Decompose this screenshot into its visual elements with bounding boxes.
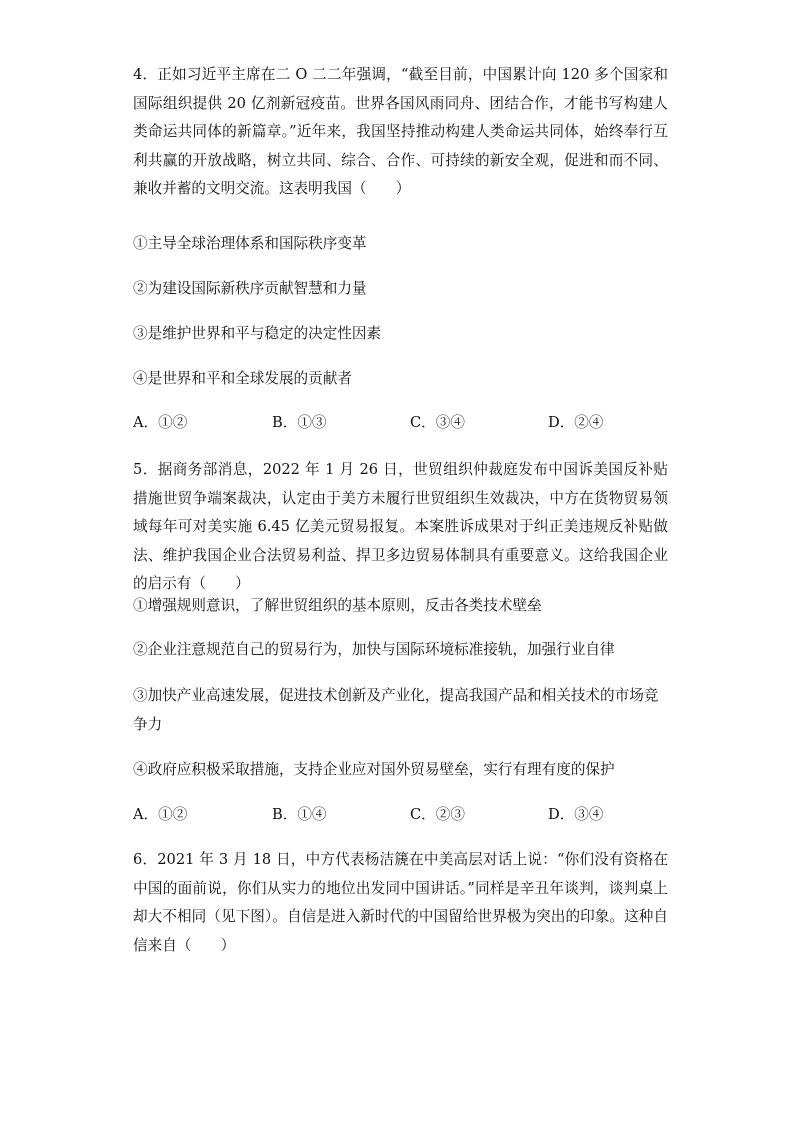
question-5-choices xyxy=(133,801,673,829)
question-4-option-3: ③是维护世界和平与稳定的决定性因素 xyxy=(133,325,382,342)
question-5-stem: 5．据商务部消息，2022 年 1 月 26 日，世贸组织仲裁庭发布中国诉美国反补贴措施世贸争端案裁决，认定由于美方未履行世贸组织生效裁决，中方在货物贸易领域每年可对美实施 6.45 亿美元贸易报复。本案胜诉成果对于纠正美违规反补贴做法、维护我国企业合法贸易利益、捍卫多边贸易体制具有重要意义。这给我国企业的启示有（ ） xyxy=(133,461,668,592)
question-4-option-4: ④是世界和平和全球发展的贡献者 xyxy=(133,370,352,387)
question-5-choice-b[interactable]: B．①④ xyxy=(272,806,327,823)
question-4-choice-a[interactable]: A．①② xyxy=(133,414,188,431)
question-5-choice-d[interactable]: D．③④ xyxy=(548,806,604,823)
question-5-choice-a[interactable]: A．①② xyxy=(133,806,188,823)
question-4-choice-c[interactable]: C．③④ xyxy=(410,414,465,431)
question-4-choice-b[interactable]: B．①③ xyxy=(272,414,327,431)
question-4-option-2: ②为建设国际新秩序贡献智慧和力量 xyxy=(133,280,367,297)
question-5-choice-c[interactable]: C．②③ xyxy=(410,806,465,823)
question-4-stem: 4．正如习近平主席在二 O 二二年强调，“截至目前，中国累计向 120 多个国家和国际组织提供 20 亿剂新冠疫苗。世界各国风雨同舟、团结合作，才能书写构建人类命运共同体的新篇章。”近年来，我国坚持推动构建人类命运共同体，始终奉行互利共赢的开放战略，树立共同、综合、合作、可持续的新安全观，促进和而不同、兼收并蓄的文明交流。这表明我国（ ） xyxy=(133,66,668,197)
question-6-stem: 6．2021 年 3 月 18 日，中方代表杨洁篪在中美高层对话上说：“你们没有资格在中国的面前说，你们从实力的地位出发同中国讲话。”同样是辛丑年谈判，谈判桌上却大不相同（见下图）。自信是进入新时代的中国留给世界极为突出的印象。这种自信来自（ ） xyxy=(133,851,668,954)
question-5-option-3: ③加快产业高速发展，促进技术创新及产业化，提高我国产品和相关技术的市场竞争力 xyxy=(133,687,659,733)
question-5-option-2: ②企业注意规范自己的贸易行为，加快与国际环境标准接轨，加强行业自律 xyxy=(133,641,615,658)
question-4-choice-d[interactable]: D．②④ xyxy=(548,414,604,431)
question-4-option-1: ①主导全球治理体系和国际秩序变革 xyxy=(133,235,367,252)
question-4-choices xyxy=(133,409,673,437)
question-5-option-4: ④政府应积极采取措施，支持企业应对国外贸易壁垒，实行有理有度的保护 xyxy=(133,761,615,778)
question-5-option-1: ①增强规则意识，了解世贸组织的基本原则，反击各类技术壁垒 xyxy=(133,597,542,614)
